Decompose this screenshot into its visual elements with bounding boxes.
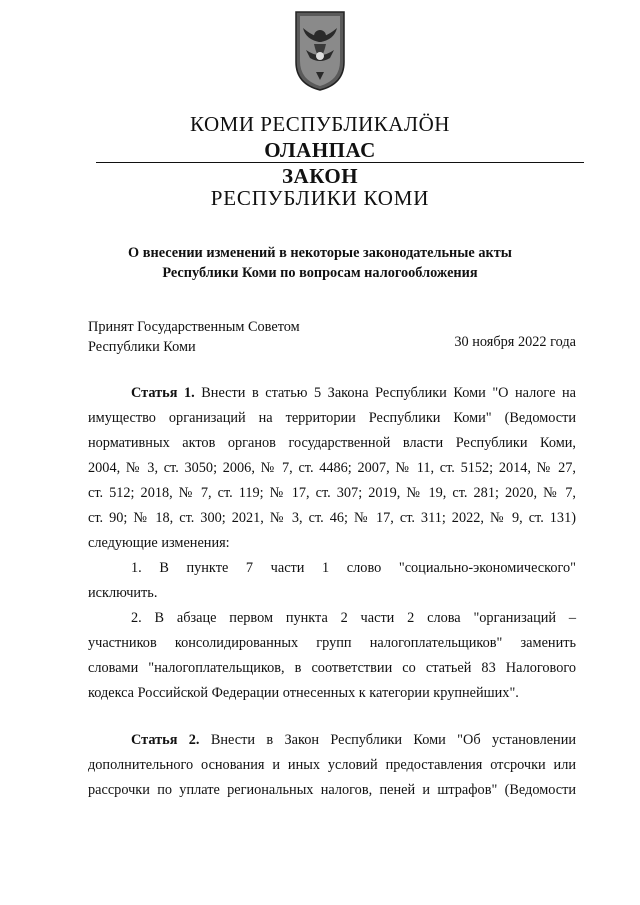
article-1-line-5: ст. 512; 2018, № 7, ст. 119; № 17, ст. 307; 2019, № 19, ст. 281; 2020, № 7, <box>88 485 576 501</box>
header-line-zakon: ЗАКОН <box>281 164 359 188</box>
header-line-olanpas: ОЛАНПАС <box>264 138 376 162</box>
article-1-line-3: нормативных актов органов государственной власти Республики Коми, <box>88 435 576 451</box>
law-title-line-2: Республики Коми по вопросам налогообложения <box>162 265 478 281</box>
article-2-line-1: Статья 2. Внести в Закон Республики Коми "Об установлении <box>131 732 577 748</box>
article-2-line-2: дополнительного основания и иных условий предоставления отсрочки или <box>88 757 576 773</box>
law-title-line-1: О внесении изменений в некоторые законодательные акты <box>128 245 512 261</box>
header-line-republic: РЕСПУБЛИКИ КОМИ <box>210 186 430 210</box>
article-1-line-2: имущество организаций на территории Республики Коми" (Ведомости <box>88 410 576 426</box>
item-1-line-1: 1. В пункте 7 части 1 слово "социально-экономического" <box>131 560 576 576</box>
adopted-line-2: Республики Коми <box>88 339 196 355</box>
article-2-label: Статья 2. <box>131 732 200 748</box>
article-1-line-6: ст. 90; № 18, ст. 300; 2021, № 3, ст. 46; № 17, ст. 311; 2022, № 9, ст. 131) <box>88 510 576 526</box>
adopted-by <box>88 317 300 357</box>
article-1-label: Статья 1. <box>131 385 195 401</box>
item-2-line-4: кодекса Российской Федерации отнесенных к категории крупнейших". <box>88 685 519 701</box>
item-2-line-2: участников консолидированных групп налогоплательщиков" заменить <box>88 635 576 651</box>
header-divider <box>96 162 584 163</box>
article-1-line-7: следующие изменения: <box>88 535 230 551</box>
item-2-line-1: 2. В абзаце первом пункта 2 части 2 слова "организаций – <box>131 610 576 626</box>
header-line-komi: КОМИ РЕСПУБЛИКАЛÖН <box>190 112 450 136</box>
article-2-line-3: рассрочки по уплате региональных налогов, пеней и штрафов" (Ведомости <box>88 782 576 798</box>
item-2-line-3: словами "налогоплательщиков, в соответствии со статьей 83 Налогового <box>88 660 576 676</box>
item-1-line-2: исключить. <box>88 585 158 601</box>
coat-of-arms-emblem <box>294 10 346 92</box>
adopted-line-1: Принят Государственным Советом <box>88 319 300 335</box>
adoption-date: 30 ноября 2022 года <box>454 334 576 350</box>
article-1-line-1: Статья 1. Внести в статью 5 Закона Республики Коми "О налоге на <box>131 385 576 401</box>
article-1-line-4: 2004, № 3, ст. 3050; 2006, № 7, ст. 4486; 2007, № 11, ст. 5152; 2014, № 27, <box>88 460 576 476</box>
